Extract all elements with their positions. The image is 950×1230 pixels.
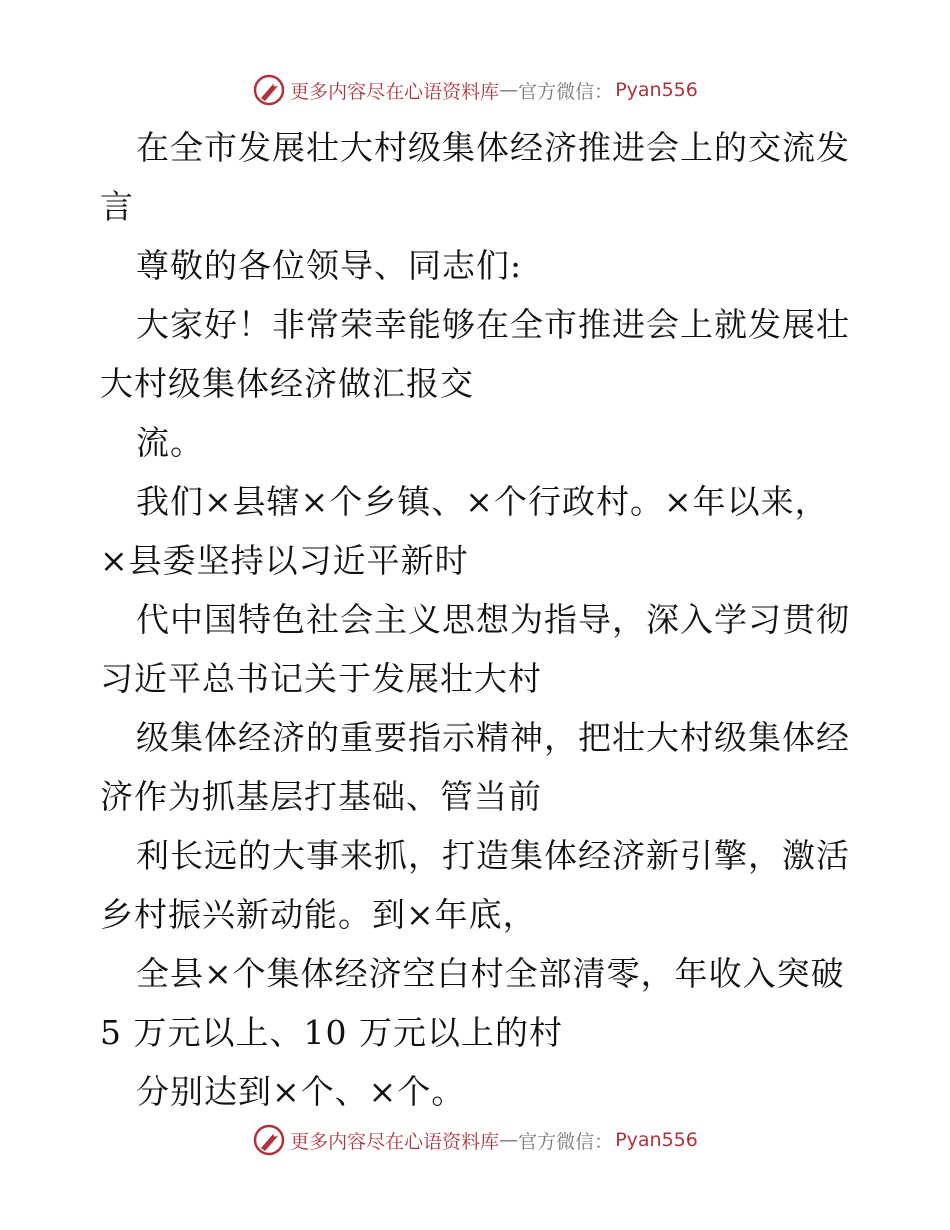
watermark-id: Pyan556 [615,1129,698,1151]
footer-watermark [0,1120,950,1160]
salutation: 尊敬的各位领导、同志们: [136,246,523,285]
watermark-separator: — [499,1129,519,1151]
paragraph-line: 习近平总书记关于发展壮大村 [100,659,542,698]
document-body [100,118,860,1121]
paragraph-line: 5 万元以上、10 万元以上的村 [100,1013,563,1052]
watermark-main-text: 更多内容尽在心语资料库 [290,1130,500,1153]
paragraph-line: 全县×个集体经济空白村全部清零，年收入突破 [136,954,845,993]
paragraph-line: 代中国特色社会主义思想为指导，深入学习贯彻 [136,600,850,639]
watermark-separator: — [499,79,519,101]
paragraph-line: 乡村振兴新动能。到×年底， [100,895,537,934]
paragraph-line: 大家好！非常荣幸能够在全市推进会上就发展壮 [136,305,850,344]
paragraph-line: 我们×县辖×个乡镇、×个行政村。×年以来， [136,482,829,521]
header-watermark [0,70,950,110]
pen-logo-icon [252,73,286,107]
pen-logo-icon [252,1123,286,1157]
title-line-1: 在全市发展壮大村级集体经济推进会上的交流发 [136,128,850,167]
watermark-main-text: 更多内容尽在心语资料库 [290,80,500,103]
paragraph-line: ×县委坚持以习近平新时 [100,541,469,580]
paragraph-line: 分别达到×个、×个。 [136,1072,466,1111]
title-line-2: 言 [100,187,134,226]
paragraph-line: 大村级集体经济做汇报交 [100,364,474,403]
paragraph-line: 流。 [136,423,204,462]
paragraph-line: 利长远的大事来抓，打造集体经济新引擎，激活 [136,836,850,875]
watermark-id: Pyan556 [615,79,698,101]
watermark-label: 官方微信： [518,1130,614,1153]
watermark-label: 官方微信： [518,80,614,103]
paragraph-line: 济作为抓基层打基础、管当前 [100,777,542,816]
paragraph-line: 级集体经济的重要指示精神，把壮大村级集体经 [136,718,850,757]
